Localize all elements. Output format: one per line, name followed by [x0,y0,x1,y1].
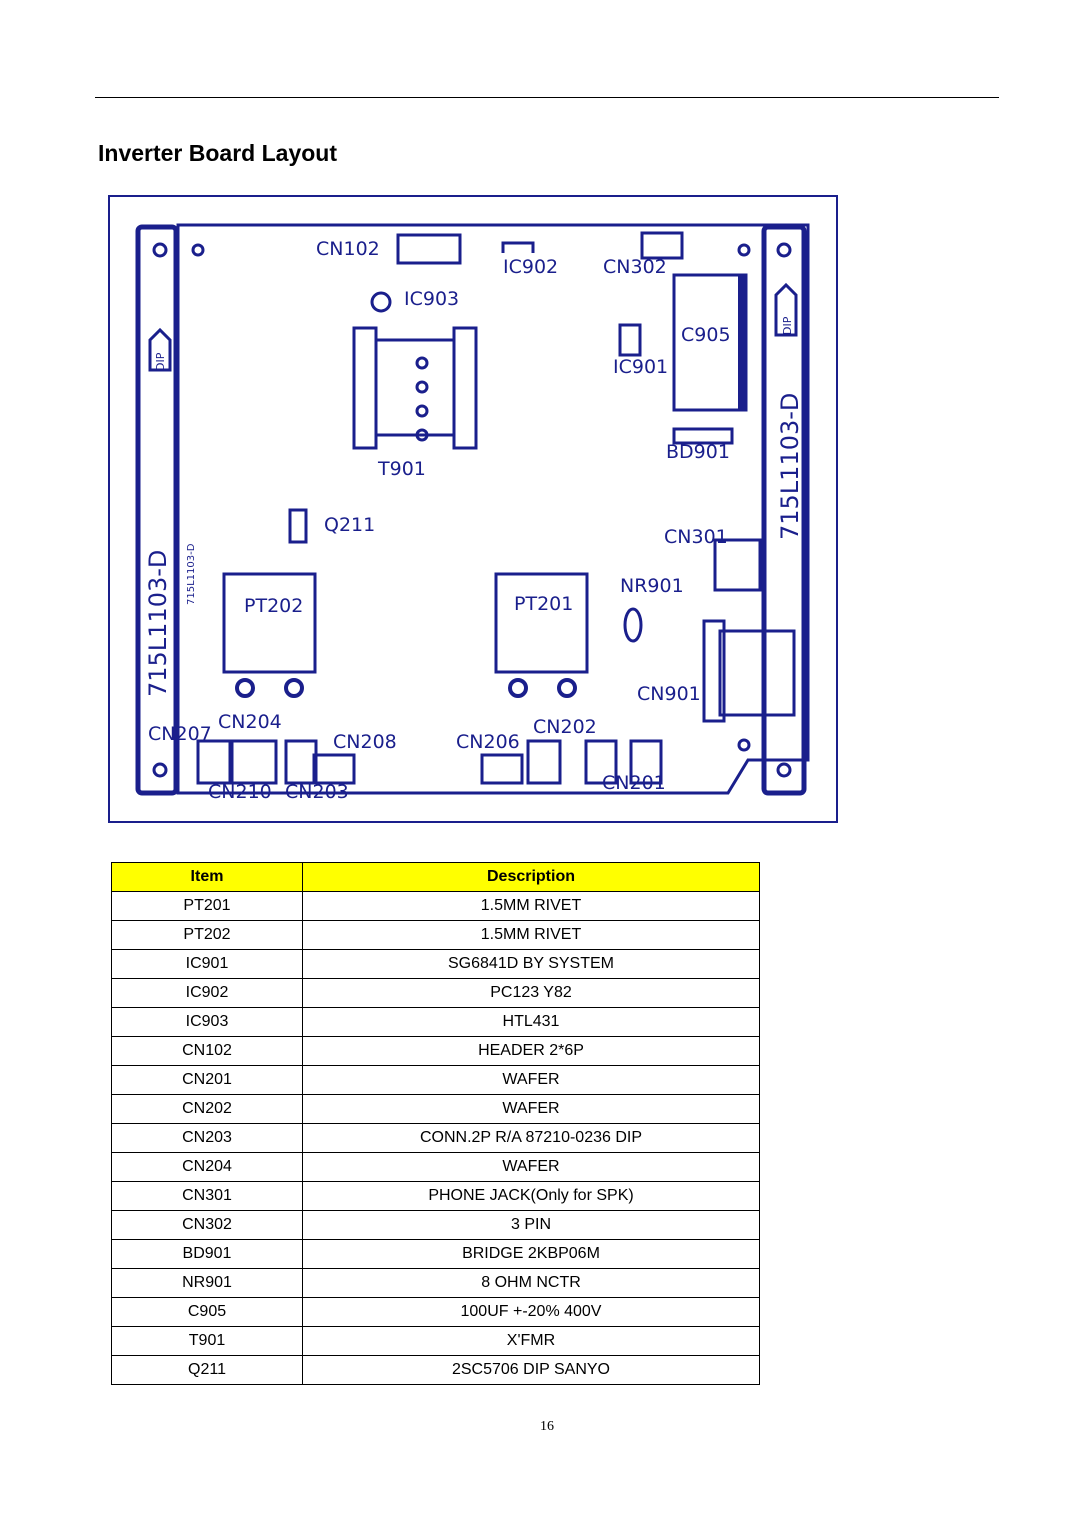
label-c905: C905 [681,324,731,346]
cell-description: CONN.2P R/A 87210-0236 DIP [303,1124,760,1153]
cell-item: CN102 [112,1037,303,1066]
label-cn207: CN207 [148,723,212,745]
part-number-right: 715L1103-D [776,392,804,540]
cell-description: HTL431 [303,1008,760,1037]
label-cn201: CN201 [602,772,666,794]
cell-description: WAFER [303,1153,760,1182]
cell-item: CN301 [112,1182,303,1211]
board-outline [178,225,808,793]
table-row [112,1298,760,1327]
label-ic903: IC903 [404,288,460,310]
inverter-board-diagram [108,195,838,823]
cell-item: CN202 [112,1095,303,1124]
dip-label-right: DIP [781,316,794,335]
left-rail [138,227,176,793]
label-cn204: CN204 [218,711,282,733]
table-row [112,950,760,979]
label-cn208: CN208 [333,731,397,753]
table-body [112,892,760,1385]
label-cn901: CN901 [637,683,701,705]
cell-item: PT201 [112,892,303,921]
cell-description: 1.5MM RIVET [303,921,760,950]
cell-item: CN204 [112,1153,303,1182]
label-cn102: CN102 [316,238,380,260]
page-number: 16 [540,1419,554,1434]
cell-item: IC903 [112,1008,303,1037]
cell-item: PT202 [112,921,303,950]
label-cn210: CN210 [208,781,272,803]
label-nr901: NR901 [620,575,684,597]
table-row [112,1066,760,1095]
cell-description: PC123 Y82 [303,979,760,1008]
label-t901: T901 [378,458,426,480]
cell-description: 1.5MM RIVET [303,892,760,921]
label-cn302: CN302 [603,256,667,278]
cell-description: X'FMR [303,1327,760,1356]
part-number-small: 715L1103-D [186,543,197,605]
table-row [112,1153,760,1182]
label-cn202: CN202 [533,716,597,738]
header-description: Description [303,863,760,892]
cell-item: IC902 [112,979,303,1008]
cell-description: SG6841D BY SYSTEM [303,950,760,979]
table-row [112,1182,760,1211]
table-row [112,1095,760,1124]
cell-item: IC901 [112,950,303,979]
table-row [112,1124,760,1153]
label-pt202: PT202 [244,595,304,617]
table-row [112,1327,760,1356]
cell-item: C905 [112,1298,303,1327]
label-cn301: CN301 [664,526,728,548]
cell-description: 2SC5706 DIP SANYO [303,1356,760,1385]
cell-item: NR901 [112,1269,303,1298]
label-cn203: CN203 [285,781,349,803]
cell-description: BRIDGE 2KBP06M [303,1240,760,1269]
page-title: Inverter Board Layout [98,140,337,166]
table-row [112,1211,760,1240]
table-row [112,1037,760,1066]
cell-description: PHONE JACK(Only for SPK) [303,1182,760,1211]
cell-item: CN201 [112,1066,303,1095]
header-item: Item [112,863,303,892]
table-row [112,1269,760,1298]
cell-item: CN302 [112,1211,303,1240]
table-row [112,921,760,950]
table-row [112,892,760,921]
table-row [112,1356,760,1385]
table-row [112,979,760,1008]
cell-description: 100UF +-20% 400V [303,1298,760,1327]
cell-description: 8 OHM NCTR [303,1269,760,1298]
table-row [112,1008,760,1037]
dip-label-left: DIP [154,352,167,371]
part-number-left: 715L1103-D [144,549,172,697]
cell-item: BD901 [112,1240,303,1269]
table-header-row [112,863,760,892]
table-row [112,1240,760,1269]
cell-item: CN203 [112,1124,303,1153]
cell-item: T901 [112,1327,303,1356]
cell-item: Q211 [112,1356,303,1385]
label-cn206: CN206 [456,731,520,753]
cell-description: WAFER [303,1066,760,1095]
label-q211: Q211 [324,514,376,536]
label-bd901: BD901 [666,441,730,463]
label-ic902: IC902 [503,256,559,278]
parts-table [111,862,760,1385]
top-rule [95,97,999,98]
cell-description: WAFER [303,1095,760,1124]
label-ic901: IC901 [613,356,669,378]
label-pt201: PT201 [514,593,574,615]
cell-description: 3 PIN [303,1211,760,1240]
cell-description: HEADER 2*6P [303,1037,760,1066]
